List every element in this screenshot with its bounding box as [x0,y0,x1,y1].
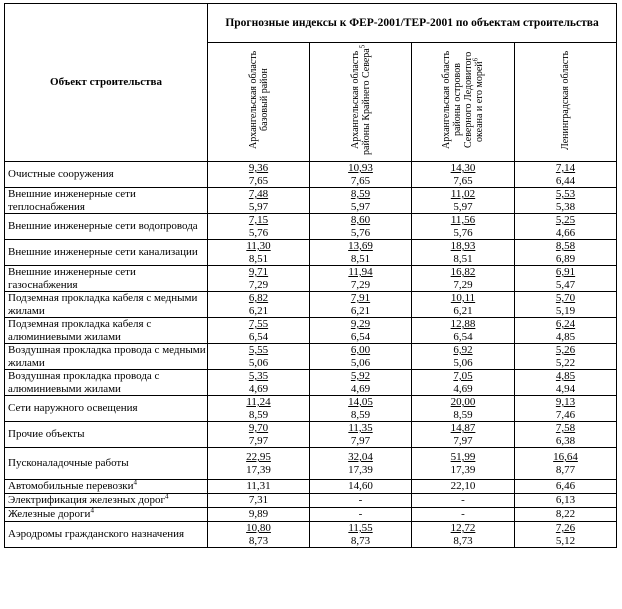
index-value-cell [208,422,310,448]
index-value-bottom: 5,12 [555,534,576,547]
index-value-bottom: 5,76 [248,226,269,239]
index-value-cell [412,508,515,522]
index-value-top: 14,30 [450,162,476,174]
index-value-cell [412,494,515,508]
table-row [5,494,617,508]
index-value-cell [515,344,617,370]
index-value-bottom: 6,54 [350,330,371,343]
index-value-cell [515,266,617,292]
index-value-cell [515,318,617,344]
index-value-cell [208,370,310,396]
index-value-cell [208,494,310,508]
index-value-bottom: 4,69 [350,382,371,395]
index-value-bottom: 17,39 [348,463,373,476]
index-value-bottom: 7,97 [350,434,371,447]
object-name: Внешние инженерные сети газоснабжения [5,266,208,292]
index-value-bottom: 6,21 [350,304,371,317]
index-value-bottom: 7,29 [350,278,371,291]
index-value-top: 7,58 [555,422,576,434]
index-value: - [461,494,465,507]
index-value-cell [515,162,617,188]
index-value-top: 6,92 [453,344,473,356]
index-value-cell [310,370,412,396]
index-value-cell [412,370,515,396]
column-header-4 [515,43,617,162]
index-value-bottom: 6,21 [453,304,473,317]
index-value-bottom: 4,85 [555,330,576,343]
index-value: 6,13 [555,494,576,507]
object-name: Внешние инженерные сети водопровода [5,214,208,240]
index-value-cell [515,396,617,422]
index-value-cell [515,448,617,480]
index-value-top: 10,11 [450,292,476,304]
footnote-mark: 4 [165,492,169,501]
index-value-top: 5,55 [248,344,269,356]
column-header-label: Архангельская область районы островов Северного Ледовитого океана и его морей$^6$ [441,51,485,150]
table-row [5,448,617,480]
index-value-bottom: 7,97 [248,434,269,447]
index-value-cell [515,480,617,494]
index-value-bottom: 8,59 [453,408,473,421]
index-value-top: 13,69 [348,240,373,252]
index-value-cell [412,162,515,188]
index-value-cell [310,494,412,508]
index-value: - [358,508,363,521]
index-value-top: 12,72 [450,522,476,534]
table-row [5,266,617,292]
index-value-bottom: 6,21 [248,304,269,317]
index-value-cell [310,188,412,214]
index-value-cell [208,292,310,318]
index-value-bottom: 5,47 [555,278,576,291]
index-value-top: 14,87 [450,422,476,434]
index-table [4,3,617,548]
index-value-cell [310,522,412,548]
column-header-1 [208,43,310,162]
index-value: - [461,508,465,521]
index-value-cell [208,522,310,548]
index-value-bottom: 5,38 [555,200,576,213]
index-value-cell [310,344,412,370]
index-value-top: 11,55 [348,522,373,534]
index-value-bottom: 8,51 [453,252,473,265]
table-row [5,240,617,266]
index-value-bottom: 7,29 [453,278,473,291]
index-value-cell [310,318,412,344]
index-value-bottom: 5,76 [453,226,473,239]
table-row [5,162,617,188]
index-value: 14,60 [348,480,373,493]
index-value-bottom: 4,69 [453,382,473,395]
index-value-top: 6,24 [555,318,576,330]
index-value-top: 22,95 [246,451,271,463]
column-header-label: Архангельская область районы Крайнего Севера$^5$ [349,45,372,156]
index-value-cell [208,448,310,480]
index-value-cell [208,240,310,266]
index-value-cell [412,396,515,422]
index-value-bottom: 8,59 [350,408,371,421]
index-value-cell [515,422,617,448]
index-value-cell [310,480,412,494]
column-header-2 [310,43,412,162]
index-value-top: 10,80 [246,522,271,534]
index-value: 9,89 [248,508,269,521]
index-value-cell [412,480,515,494]
index-value-cell [310,292,412,318]
index-value-bottom: 8,73 [248,534,269,547]
index-value-top: 8,58 [555,240,576,252]
object-name: Сети наружного освещения [5,396,208,422]
table-body [5,162,617,548]
index-value-bottom: 5,76 [350,226,371,239]
object-name: Электрификация железных дорог$^4$ [5,494,208,508]
index-value-top: 9,71 [248,266,269,278]
index-value-bottom: 5,22 [555,356,576,369]
table-row [5,396,617,422]
index-value-top: 18,93 [450,240,476,252]
index-value-cell [515,370,617,396]
index-value-top: 7,91 [350,292,371,304]
index-value-cell [310,448,412,480]
index-value-top: 9,70 [248,422,269,434]
index-value-cell [310,508,412,522]
index-value-top: 7,05 [453,370,473,382]
object-name: Подземная прокладка кабеля с алюминиевыми жилами [5,318,208,344]
index-value-bottom: 17,39 [246,463,271,476]
index-value-top: 12,88 [450,318,476,330]
index-value-top: 5,25 [555,214,576,226]
index-value-bottom: 6,54 [248,330,269,343]
index-value-cell [208,188,310,214]
index-value-cell [515,240,617,266]
index-value-cell [310,422,412,448]
object-name: Прочие объекты [5,422,208,448]
column-header-label: Архангельская область базовый район [247,51,270,150]
index-value-bottom: 4,66 [555,226,576,239]
index-value-bottom: 6,44 [555,174,576,187]
index-value-cell [412,188,515,214]
object-name: Внешние инженерные сети теплоснабжения [5,188,208,214]
index-value-top: 7,55 [248,318,269,330]
index-value-bottom: 6,89 [555,252,576,265]
index-value-cell [208,344,310,370]
object-name: Железные дороги$^4$ [5,508,208,522]
index-value-cell [208,508,310,522]
index-value-top: 11,94 [348,266,373,278]
index-value-top: 7,48 [248,188,269,200]
index-value-bottom: 8,73 [350,534,371,547]
index-value-top: 5,70 [555,292,576,304]
table-row [5,188,617,214]
index-value-bottom: 7,46 [555,408,576,421]
object-name: Аэродромы гражданского назначения [5,522,208,548]
index-value-top: 5,35 [248,370,269,382]
main-header: Прогнозные индексы к ФЕР-2001/ТЕР-2001 по объектам строительства [208,4,617,43]
index-value-cell [515,214,617,240]
index-value-cell [208,318,310,344]
index-value-bottom: 7,97 [453,434,473,447]
index-value-cell [515,508,617,522]
index-value-top: 7,14 [555,162,576,174]
index-value-top: 5,53 [555,188,576,200]
index-value-top: 9,36 [248,162,269,174]
index-value-bottom: 8,73 [453,534,473,547]
index-value-top: 6,82 [248,292,269,304]
index-value-bottom: 5,06 [453,356,473,369]
index-value-top: 11,24 [246,396,271,408]
index-value-top: 11,30 [246,240,271,252]
index-value-top: 5,26 [555,344,576,356]
object-name: Воздушная прокладка провода с алюминиевыми жилами [5,370,208,396]
index-value-cell [208,396,310,422]
table-row [5,480,617,494]
index-value-cell [412,292,515,318]
index-value: 7,31 [248,494,269,507]
index-value-cell [412,266,515,292]
index-value-cell [310,396,412,422]
index-value-bottom: 8,59 [248,408,269,421]
index-value-top: 11,02 [450,188,476,200]
index-value-cell [310,240,412,266]
index-value-cell [310,266,412,292]
index-value-bottom: 6,54 [453,330,473,343]
column-header-label: Ленинградская область [560,50,572,150]
table-row [5,344,617,370]
object-name: Внешние инженерные сети канализации [5,240,208,266]
index-value-top: 11,35 [348,422,373,434]
index-value-top: 11,56 [450,214,476,226]
index-value-top: 6,91 [555,266,576,278]
object-column-header: Объект строительства [5,4,208,162]
index-value-bottom: 8,77 [555,463,576,476]
object-name: Очистные сооружения [5,162,208,188]
index-value-bottom: 7,65 [453,174,473,187]
column-header-3 [412,43,515,162]
index-value-top: 9,13 [555,396,576,408]
table-row [5,370,617,396]
index-value-top: 16,82 [450,266,476,278]
index-value-cell [412,448,515,480]
table-row [5,292,617,318]
index-table-container [4,3,616,548]
index-value-cell [515,292,617,318]
object-name: Подземная прокладка кабеля с медными жилами [5,292,208,318]
index-value-cell [310,162,412,188]
index-value-bottom: 7,65 [248,174,269,187]
index-value-top: 20,00 [450,396,476,408]
index-value-bottom: 17,39 [450,463,476,476]
index-value-bottom: 5,19 [555,304,576,317]
index-value-bottom: 7,29 [248,278,269,291]
index-value-bottom: 5,06 [248,356,269,369]
index-value-top: 14,05 [348,396,373,408]
index-value-cell [208,266,310,292]
index-value: 8,22 [555,508,576,521]
table-row [5,422,617,448]
footnote-mark: 5 [358,45,367,49]
index-value-cell [208,480,310,494]
index-value-bottom: 5,97 [453,200,473,213]
index-value-top: 8,60 [350,214,371,226]
index-value: 22,10 [450,480,476,493]
index-value-top: 4,85 [555,370,576,382]
index-value-bottom: 5,97 [350,200,371,213]
index-value: 6,46 [555,480,576,493]
table-row [5,508,617,522]
index-value-cell [208,162,310,188]
index-value-bottom: 4,69 [248,382,269,395]
footnote-mark: 6 [471,58,480,62]
index-value: 11,31 [246,480,271,493]
index-value-cell [412,422,515,448]
index-value-bottom: 7,65 [350,174,371,187]
index-value-bottom: 8,51 [248,252,269,265]
index-value-top: 51,99 [450,451,476,463]
index-value-top: 32,04 [348,451,373,463]
object-name: Автомобильные перевозки$^4$ [5,480,208,494]
index-value-top: 10,93 [348,162,373,174]
index-value-cell [515,188,617,214]
index-value-bottom: 8,51 [350,252,371,265]
index-value-bottom: 5,06 [350,356,371,369]
index-value-cell [208,214,310,240]
index-value-top: 7,15 [248,214,269,226]
footnote-mark: 4 [133,478,138,487]
index-value-bottom: 6,38 [555,434,576,447]
index-value-cell [310,214,412,240]
index-value-cell [515,522,617,548]
index-value-cell [515,494,617,508]
index-value-top: 9,29 [350,318,371,330]
table-row [5,522,617,548]
object-name: Пусконаладочные работы [5,448,208,480]
footnote-mark: 4 [90,506,94,515]
index-value-cell [412,344,515,370]
index-value-bottom: 4,94 [555,382,576,395]
index-value-cell [412,214,515,240]
index-value-top: 5,92 [350,370,371,382]
index-value-cell [412,522,515,548]
index-value-top: 16,64 [553,451,578,463]
index-value-top: 6,00 [350,344,371,356]
index-value-top: 7,26 [555,522,576,534]
index-value-top: 8,59 [350,188,371,200]
object-name: Воздушная прокладка провода с медными жилами [5,344,208,370]
table-row [5,318,617,344]
table-row [5,214,617,240]
index-value: - [358,494,363,507]
index-value-cell [412,318,515,344]
index-value-cell [412,240,515,266]
index-value-bottom: 5,97 [248,200,269,213]
